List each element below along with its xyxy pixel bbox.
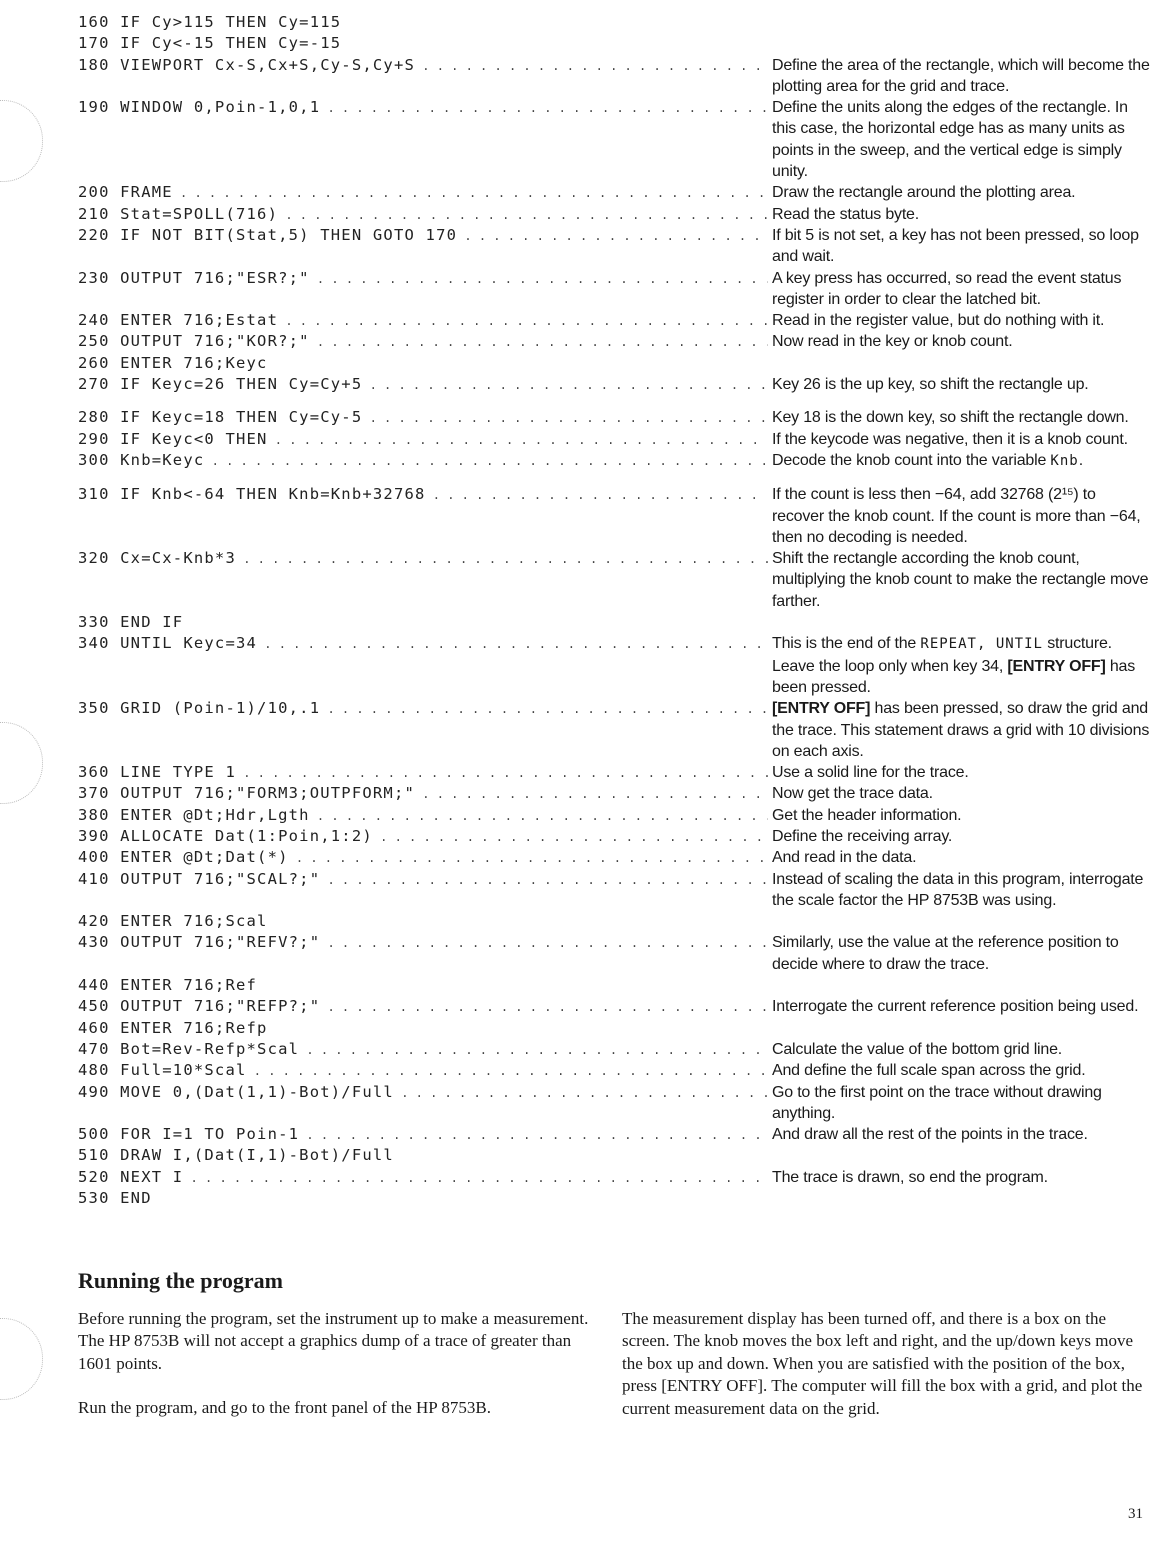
line-description: And define the full scale span across the grid. (772, 1062, 1086, 1080)
listing-row (78, 612, 1158, 633)
code-line: 240 ENTER 716;Estat . . . (78, 310, 768, 332)
code-line: 440 ENTER 716;Ref (78, 976, 258, 995)
line-description (772, 1018, 1150, 1039)
listing-row (78, 450, 1158, 472)
code-line: 180 VIEWPORT Cx-S,Cx+S,Cy-S,Cy+S . . . (78, 55, 768, 77)
line-description: Key 26 is the up key, so shift the rectangle up. (772, 376, 1089, 394)
line-description: Get the header information. (772, 806, 962, 824)
punch-hole-decoration (0, 722, 43, 804)
code-line: 200 FRAME . . . (78, 182, 768, 204)
listing-row (78, 1018, 1158, 1039)
listing-row (78, 996, 1158, 1017)
listing-row (78, 204, 1158, 225)
listing-row (78, 33, 1158, 54)
listing-row (78, 633, 1158, 698)
paragraph: Run the program, and go to the front panel of the HP 8753B. (78, 1398, 491, 1418)
code-line: 390 ALLOCATE Dat(1:Poin,1:2) . . . (78, 826, 768, 848)
code-line: 350 GRID (Poin-1)/10,.1 . . . (78, 698, 768, 720)
code-line: 530 END (78, 1189, 152, 1208)
code-line: 260 ENTER 716;Keyc (78, 353, 268, 372)
code-line: 490 MOVE 0,(Dat(1,1)-Bot)/Full . . . (78, 1082, 768, 1104)
listing-row (78, 975, 1158, 996)
listing-row (78, 1188, 1158, 1209)
listing-row (78, 805, 1158, 826)
listing-row (78, 182, 1158, 203)
line-description: Key 18 is the down key, so shift the rectangle down. (772, 409, 1129, 427)
listing-row (78, 1167, 1158, 1188)
listing-row (78, 1145, 1158, 1166)
code-line: 500 FOR I=1 TO Poin-1 . . . (78, 1124, 768, 1146)
line-description (772, 911, 1150, 932)
section-heading: Running the program (78, 1268, 283, 1293)
listing-row (78, 932, 1158, 975)
code-line: 300 Knb=Keyc . . . (78, 450, 768, 472)
paragraph: Before running the program, set the instrument up to make a measurement. The HP 8753B will not accept a graphics dump of a trace of greater than 1601 points. (78, 1309, 589, 1373)
punch-hole-decoration (0, 100, 43, 182)
code-line: 510 DRAW I,(Dat(I,1)-Bot)/Full (78, 1146, 394, 1165)
line-description: Read in the register value, but do nothing with it. (772, 312, 1105, 330)
listing-row (78, 783, 1158, 804)
code-line: 190 WINDOW 0,Poin-1,0,1 . . . (78, 97, 768, 119)
line-description: Define the units along the edges of the rectangle. In this case, the horizontal edge has as many units as points in the sweep, and the vertical edge is simply unity. (772, 99, 1128, 181)
line-description: If the keycode was negative, then it is a knob count. (772, 430, 1128, 448)
listing-row (78, 225, 1158, 268)
page-number: 31 (1128, 1506, 1143, 1522)
line-description: Similarly, use the value at the reference position to decide where to draw the trace. (772, 934, 1119, 973)
program-listing (78, 12, 1158, 1209)
code-line: 170 IF Cy<-15 THEN Cy=-15 (78, 34, 342, 53)
line-description: Go to the first point on the trace without drawing anything. (772, 1083, 1102, 1122)
listing-row (78, 331, 1158, 352)
listing-row (78, 1082, 1158, 1125)
code-line: 210 Stat=SPOLL(716) . . . (78, 204, 768, 226)
line-description (772, 1188, 1150, 1209)
code-line: 320 Cx=Cx-Knb*3 . . . (78, 548, 768, 570)
listing-row (78, 429, 1158, 450)
punch-hole-decoration (0, 1318, 43, 1400)
listing-row (78, 268, 1158, 311)
line-description: And read in the data. (772, 849, 917, 867)
line-description: Shift the rectangle according the knob count, multiplying the knob count to make the rectangle move farther. (772, 550, 1149, 610)
line-description: Define the receiving array. (772, 827, 953, 845)
code-line: 250 OUTPUT 716;"KOR?;" . . . (78, 331, 768, 353)
listing-row (78, 826, 1158, 847)
line-description: Draw the rectangle around the plotting area. (772, 184, 1076, 202)
code-line: 410 OUTPUT 716;"SCAL?;" . . . (78, 869, 768, 891)
listing-row (78, 911, 1158, 932)
line-description: Interrogate the current reference position being used. (772, 998, 1139, 1016)
code-line: 420 ENTER 716;Scal (78, 912, 268, 931)
listing-row (78, 374, 1158, 395)
code-line: 370 OUTPUT 716;"FORM3;OUTPFORM;" . . . (78, 783, 768, 805)
line-description (772, 33, 1150, 54)
code-line: 310 IF Knb<-64 THEN Knb=Knb+32768 . . . (78, 484, 768, 506)
listing-row (78, 353, 1158, 374)
line-description: [ENTRY OFF] has been pressed, so draw the grid and the trace. This statement draws a grid with 10 divisions on each axis. (772, 700, 1150, 760)
listing-row (78, 407, 1158, 428)
code-line: 520 NEXT I . . . (78, 1167, 768, 1189)
code-line: 220 IF NOT BIT(Stat,5) THEN GOTO 170 . . . (78, 225, 768, 247)
code-line: 460 ENTER 716;Refp (78, 1018, 268, 1037)
line-description: The trace is drawn, so end the program. (772, 1168, 1048, 1186)
line-description: Calculate the value of the bottom grid line. (772, 1040, 1063, 1058)
code-line: 380 ENTER @Dt;Hdr,Lgth . . . (78, 805, 768, 827)
listing-row (78, 55, 1158, 98)
code-line: 330 END IF (78, 613, 184, 632)
code-line: 270 IF Keyc=26 THEN Cy=Cy+5 . . . (78, 374, 768, 396)
line-description (772, 12, 1150, 33)
line-description (772, 1145, 1150, 1166)
listing-row (78, 847, 1158, 868)
code-line: 450 OUTPUT 716;"REFP?;" . . . (78, 996, 768, 1018)
line-description: Instead of scaling the data in this program, interrogate the scale factor the HP 8753B was using. (772, 870, 1144, 909)
code-line: 230 OUTPUT 716;"ESR?;" . . . (78, 268, 768, 290)
line-description: Define the area of the rectangle, which will become the plotting area for the grid and trace. (772, 56, 1150, 95)
line-description: Read the status byte. (772, 205, 920, 223)
code-line: 160 IF Cy>115 THEN Cy=115 (78, 13, 342, 31)
line-description: And draw all the rest of the points in the trace. (772, 1126, 1088, 1144)
code-line: 480 Full=10*Scal . . . (78, 1060, 768, 1082)
line-description (772, 975, 1150, 996)
line-description: If the count is less then −64, add 32768 (2¹⁵) to recover the knob count. If the count is more than −64, then no decoding is needed. (772, 486, 1141, 546)
line-description: Use a solid line for the trace. (772, 764, 969, 782)
listing-row (78, 97, 1158, 182)
listing-row (78, 12, 1158, 33)
code-line: 400 ENTER @Dt;Dat(*) . . . (78, 847, 768, 869)
line-description (772, 612, 1150, 633)
line-description: A key press has occurred, so read the event status register in order to clear the latched bit. (772, 269, 1122, 308)
line-description: Now get the trace data. (772, 785, 933, 803)
line-description: Now read in the key or knob count. (772, 333, 1013, 351)
listing-row (78, 869, 1158, 912)
code-line: 360 LINE TYPE 1 . . . (78, 762, 768, 784)
listing-row (78, 310, 1158, 331)
listing-row (78, 548, 1158, 612)
code-line: 280 IF Keyc=18 THEN Cy=Cy-5 . . . (78, 407, 768, 429)
line-description: If bit 5 is not set, a key has not been pressed, so loop and wait. (772, 226, 1139, 266)
listing-row (78, 1060, 1158, 1081)
line-description: This is the end of the REPEAT, UNTIL structure. Leave the loop only when key 34, [ENTRY OFF] has been pressed. (772, 635, 1136, 696)
paragraph: The measurement display has been turned off, and there is a box on the screen. The knob moves the box left and right, and the up/down keys move the box up and down. When you are satisfied with the position of the box, press [ENTRY OFF]. The computer will fill the box with a grid, and plot the current measurement data on the grid. (622, 1309, 1143, 1418)
right-column-text (622, 1308, 1147, 1442)
listing-row (78, 484, 1158, 548)
listing-row (78, 762, 1158, 783)
code-line: 430 OUTPUT 716;"REFV?;" . . . (78, 932, 768, 954)
listing-row (78, 1039, 1158, 1060)
code-line: 290 IF Keyc<0 THEN . . . (78, 429, 768, 451)
listing-row (78, 698, 1158, 762)
left-column-text (78, 1308, 603, 1442)
code-line: 470 Bot=Rev-Refp*Scal . . . (78, 1039, 768, 1061)
line-description (772, 353, 1150, 374)
code-line: 340 UNTIL Keyc=34 . . . (78, 633, 768, 655)
listing-row (78, 1124, 1158, 1145)
line-description: Decode the knob count into the variable Knb. (772, 451, 1083, 469)
